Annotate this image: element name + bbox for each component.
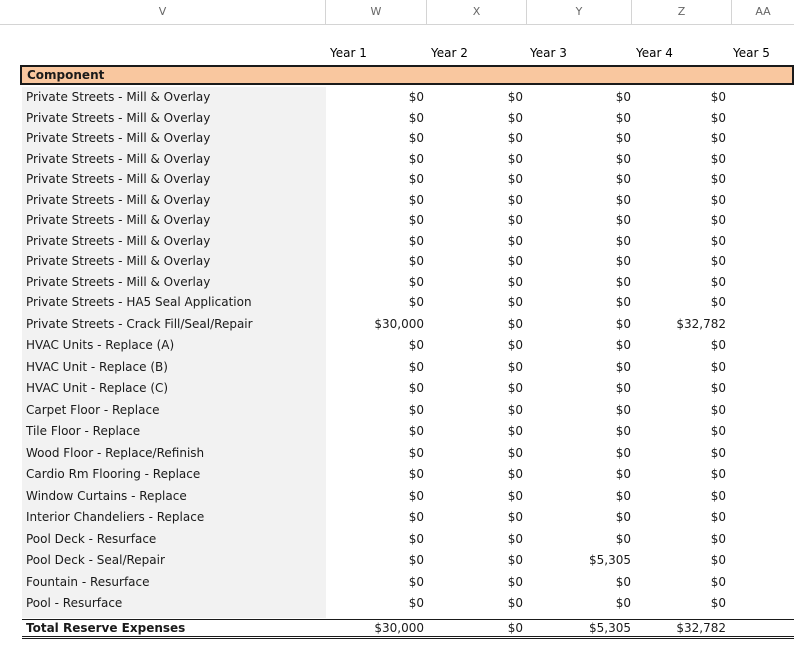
year-3-value[interactable]: $0 bbox=[615, 254, 631, 268]
year-1-value[interactable]: $0 bbox=[408, 402, 424, 417]
year-1-value[interactable]: $0 bbox=[408, 192, 424, 207]
year-2-value[interactable]: $0 bbox=[507, 574, 523, 589]
year-4-value[interactable]: $0 bbox=[710, 381, 726, 395]
year-2-value[interactable]: $0 bbox=[507, 445, 523, 460]
year-4-value[interactable]: $0 bbox=[710, 531, 726, 546]
year-3-value[interactable]: $0 bbox=[615, 316, 631, 331]
year-1-value[interactable]: $0 bbox=[408, 151, 424, 166]
year-1-value[interactable]: $0 bbox=[408, 467, 424, 481]
component-name[interactable]: Private Streets - Mill & Overlay bbox=[26, 192, 211, 207]
year-4-value[interactable]: $0 bbox=[710, 510, 726, 524]
year-1-value[interactable]: $0 bbox=[408, 553, 424, 567]
year-4-value[interactable]: $0 bbox=[710, 295, 726, 309]
total-year-2[interactable]: $0 bbox=[507, 621, 523, 635]
component-name[interactable]: Private Streets - HA5 Seal Application bbox=[26, 295, 252, 309]
year-3-value[interactable]: $0 bbox=[615, 151, 631, 166]
table-row[interactable] bbox=[0, 315, 794, 337]
year-3-value[interactable]: $0 bbox=[615, 424, 631, 438]
total-year-1[interactable]: $30,000 bbox=[374, 621, 424, 635]
year-4-header[interactable]: Year 4 bbox=[636, 46, 673, 60]
year-1-value[interactable]: $0 bbox=[408, 381, 424, 395]
column-header-aa[interactable]: AA bbox=[755, 5, 771, 18]
table-row[interactable] bbox=[0, 594, 794, 616]
component-name[interactable]: Pool Deck - Resurface bbox=[26, 531, 157, 546]
table-row[interactable] bbox=[0, 170, 794, 191]
year-3-value[interactable]: $0 bbox=[615, 213, 631, 227]
table-row[interactable] bbox=[0, 508, 794, 530]
year-1-value[interactable]: $0 bbox=[408, 110, 424, 125]
column-header-x[interactable]: X bbox=[427, 0, 527, 24]
table-row[interactable] bbox=[0, 573, 794, 595]
component-name[interactable]: Private Streets - Mill & Overlay bbox=[26, 172, 211, 186]
column-header-y[interactable]: Y bbox=[527, 0, 632, 24]
year-3-value[interactable]: $0 bbox=[615, 596, 631, 610]
year-2-value[interactable]: $0 bbox=[507, 402, 523, 417]
year-4-value[interactable]: $0 bbox=[710, 402, 726, 417]
year-2-value[interactable]: $0 bbox=[507, 274, 523, 289]
total-year-4[interactable]: $32,782 bbox=[676, 621, 726, 635]
year-1-value[interactable]: $0 bbox=[408, 488, 424, 503]
component-name[interactable]: Interior Chandeliers - Replace bbox=[26, 510, 205, 524]
year-2-value[interactable]: $0 bbox=[507, 233, 523, 248]
year-2-value[interactable]: $0 bbox=[507, 213, 523, 227]
year-2-value[interactable]: $0 bbox=[507, 510, 523, 524]
year-3-value[interactable]: $0 bbox=[615, 445, 631, 460]
year-4-value[interactable]: $0 bbox=[710, 110, 726, 125]
year-4-value[interactable]: $0 bbox=[710, 151, 726, 166]
component-name[interactable]: Pool - Resurface bbox=[26, 596, 123, 610]
year-2-value[interactable]: $0 bbox=[507, 192, 523, 207]
table-row[interactable] bbox=[0, 252, 794, 273]
component-name[interactable]: Private Streets - Mill & Overlay bbox=[26, 90, 211, 104]
year-1-value[interactable]: $0 bbox=[408, 338, 424, 352]
year-1-value[interactable]: $0 bbox=[408, 172, 424, 186]
year-1-value[interactable]: $0 bbox=[408, 359, 424, 374]
table-row[interactable] bbox=[0, 401, 794, 423]
component-name[interactable]: Private Streets - Mill & Overlay bbox=[26, 274, 211, 289]
component-name[interactable]: Private Streets - Mill & Overlay bbox=[26, 110, 211, 125]
year-4-value[interactable]: $0 bbox=[710, 90, 726, 104]
year-1-value[interactable]: $0 bbox=[408, 574, 424, 589]
year-3-value[interactable]: $0 bbox=[615, 510, 631, 524]
year-4-value[interactable]: $0 bbox=[710, 467, 726, 481]
year-4-value[interactable]: $0 bbox=[710, 424, 726, 438]
table-row[interactable] bbox=[0, 530, 794, 552]
component-name[interactable]: Private Streets - Mill & Overlay bbox=[26, 233, 211, 248]
year-3-value[interactable]: $0 bbox=[615, 402, 631, 417]
year-2-header[interactable]: Year 2 bbox=[431, 46, 468, 60]
year-1-value[interactable]: $0 bbox=[408, 131, 424, 145]
year-3-value[interactable]: $0 bbox=[615, 274, 631, 289]
year-2-value[interactable]: $0 bbox=[507, 531, 523, 546]
year-3-value[interactable]: $0 bbox=[615, 467, 631, 481]
year-2-value[interactable]: $0 bbox=[507, 467, 523, 481]
year-4-value[interactable]: $0 bbox=[710, 596, 726, 610]
year-4-value[interactable]: $0 bbox=[710, 213, 726, 227]
year-4-value[interactable]: $0 bbox=[710, 488, 726, 503]
table-row[interactable] bbox=[0, 336, 794, 358]
component-name[interactable]: Carpet Floor - Replace bbox=[26, 402, 160, 417]
year-3-value[interactable]: $0 bbox=[615, 488, 631, 503]
component-rows bbox=[0, 88, 794, 616]
year-4-value[interactable]: $0 bbox=[710, 274, 726, 289]
year-3-value[interactable]: $5,305 bbox=[589, 553, 631, 567]
year-4-value[interactable]: $0 bbox=[710, 233, 726, 248]
year-2-value[interactable]: $0 bbox=[507, 488, 523, 503]
component-name[interactable]: Private Streets - Mill & Overlay bbox=[26, 213, 211, 227]
table-row[interactable] bbox=[0, 551, 794, 573]
year-1-value[interactable]: $0 bbox=[408, 295, 424, 309]
table-row[interactable] bbox=[0, 444, 794, 466]
table-row[interactable] bbox=[0, 129, 794, 150]
column-header-z[interactable]: Z bbox=[632, 0, 732, 24]
year-1-value[interactable]: $0 bbox=[408, 424, 424, 438]
year-3-value[interactable]: $0 bbox=[615, 338, 631, 352]
year-4-value[interactable]: $0 bbox=[710, 359, 726, 374]
year-3-header[interactable]: Year 3 bbox=[530, 46, 567, 60]
component-name[interactable]: Private Streets - Mill & Overlay bbox=[26, 131, 211, 145]
component-section-band[interactable] bbox=[20, 65, 794, 85]
total-year-3[interactable]: $5,305 bbox=[589, 621, 631, 635]
table-row[interactable] bbox=[0, 379, 794, 401]
year-4-value[interactable]: $0 bbox=[710, 553, 726, 567]
component-name[interactable]: Pool Deck - Seal/Repair bbox=[26, 553, 165, 567]
table-row[interactable] bbox=[0, 422, 794, 444]
year-3-value[interactable]: $0 bbox=[615, 359, 631, 374]
table-row[interactable] bbox=[0, 88, 794, 109]
year-2-value[interactable]: $0 bbox=[507, 359, 523, 374]
year-2-value[interactable]: $0 bbox=[507, 254, 523, 268]
year-2-value[interactable]: $0 bbox=[507, 338, 523, 352]
component-name[interactable]: HVAC Unit - Replace (B) bbox=[26, 359, 168, 374]
year-2-value[interactable]: $0 bbox=[507, 596, 523, 610]
year-4-value[interactable]: $32,782 bbox=[676, 316, 726, 331]
component-name[interactable]: HVAC Unit - Replace (C) bbox=[26, 381, 169, 395]
year-3-value[interactable]: $0 bbox=[615, 531, 631, 546]
year-1-value[interactable]: $0 bbox=[408, 445, 424, 460]
table-row[interactable] bbox=[0, 465, 794, 487]
year-2-value[interactable]: $0 bbox=[507, 381, 523, 395]
component-name[interactable]: Private Streets - Crack Fill/Seal/Repair bbox=[26, 316, 253, 331]
year-3-value[interactable]: $0 bbox=[615, 172, 631, 186]
year-3-value[interactable]: $0 bbox=[615, 295, 631, 309]
year-4-value[interactable]: $0 bbox=[710, 172, 726, 186]
year-1-value[interactable]: $0 bbox=[408, 90, 424, 104]
year-1-value[interactable]: $30,000 bbox=[374, 316, 424, 331]
table-row[interactable] bbox=[0, 293, 794, 315]
year-2-value[interactable]: $0 bbox=[507, 131, 523, 145]
component-name[interactable]: Window Curtains - Replace bbox=[26, 488, 187, 503]
year-3-value[interactable]: $0 bbox=[615, 381, 631, 395]
year-2-value[interactable]: $0 bbox=[507, 424, 523, 438]
table-row[interactable] bbox=[0, 191, 794, 212]
total-row[interactable] bbox=[22, 619, 794, 639]
year-2-value[interactable]: $0 bbox=[507, 90, 523, 104]
column-header-strip bbox=[0, 0, 794, 25]
table-row[interactable] bbox=[0, 232, 794, 253]
column-header-v[interactable]: V bbox=[0, 0, 326, 24]
total-label: Total Reserve Expenses bbox=[26, 621, 186, 635]
year-1-value[interactable]: $0 bbox=[408, 531, 424, 546]
year-2-value[interactable]: $0 bbox=[507, 295, 523, 309]
year-4-value[interactable]: $0 bbox=[710, 574, 726, 589]
year-header-row bbox=[0, 46, 794, 64]
year-3-value[interactable]: $0 bbox=[615, 192, 631, 207]
year-2-value[interactable]: $0 bbox=[507, 110, 523, 125]
year-1-value[interactable]: $0 bbox=[408, 596, 424, 610]
year-3-value[interactable]: $0 bbox=[615, 110, 631, 125]
table-row[interactable] bbox=[0, 211, 794, 232]
column-header-w[interactable]: W bbox=[326, 0, 427, 24]
year-4-value[interactable]: $0 bbox=[710, 131, 726, 145]
table-row[interactable] bbox=[0, 273, 794, 294]
section-label: Component bbox=[27, 68, 105, 82]
year-1-value[interactable]: $0 bbox=[408, 274, 424, 289]
table-row[interactable] bbox=[0, 150, 794, 171]
year-1-value[interactable]: $0 bbox=[408, 510, 424, 524]
component-name[interactable]: Fountain - Resurface bbox=[26, 574, 150, 589]
year-2-value[interactable]: $0 bbox=[507, 316, 523, 331]
year-4-value[interactable]: $0 bbox=[710, 445, 726, 460]
component-name[interactable]: Wood Floor - Replace/Refinish bbox=[26, 445, 205, 460]
year-3-value[interactable]: $0 bbox=[615, 90, 631, 104]
year-4-value[interactable]: $0 bbox=[710, 192, 726, 207]
year-1-value[interactable]: $0 bbox=[408, 254, 424, 268]
component-name[interactable]: HVAC Units - Replace (A) bbox=[26, 338, 175, 352]
year-2-value[interactable]: $0 bbox=[507, 172, 523, 186]
year-1-value[interactable]: $0 bbox=[408, 233, 424, 248]
component-name[interactable]: Private Streets - Mill & Overlay bbox=[26, 151, 211, 166]
year-4-value[interactable]: $0 bbox=[710, 254, 726, 268]
component-name[interactable]: Tile Floor - Replace bbox=[26, 424, 141, 438]
year-5-header[interactable]: Year 5 bbox=[733, 46, 770, 60]
component-name[interactable]: Private Streets - Mill & Overlay bbox=[26, 254, 211, 268]
year-3-value[interactable]: $0 bbox=[615, 233, 631, 248]
component-name[interactable]: Cardio Rm Flooring - Replace bbox=[26, 467, 201, 481]
year-1-header[interactable]: Year 1 bbox=[330, 46, 367, 60]
year-3-value[interactable]: $0 bbox=[615, 131, 631, 145]
year-3-value[interactable]: $0 bbox=[615, 574, 631, 589]
year-4-value[interactable]: $0 bbox=[710, 338, 726, 352]
year-2-value[interactable]: $0 bbox=[507, 553, 523, 567]
table-row[interactable] bbox=[0, 487, 794, 509]
year-1-value[interactable]: $0 bbox=[408, 213, 424, 227]
table-row[interactable] bbox=[0, 358, 794, 380]
table-row[interactable] bbox=[0, 109, 794, 130]
year-2-value[interactable]: $0 bbox=[507, 151, 523, 166]
